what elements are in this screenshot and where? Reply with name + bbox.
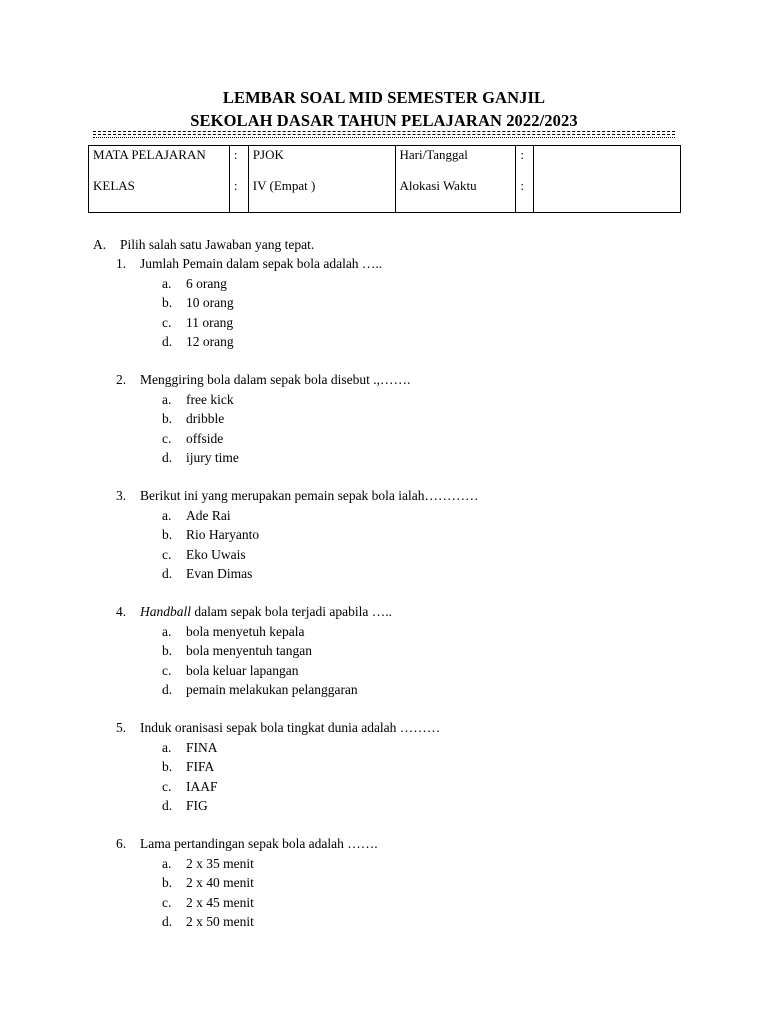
question-body: Berikut ini yang merupakan pemain sepak bola ialah…………	[140, 488, 479, 503]
info-sep: :	[233, 147, 238, 162]
info-value-cell-right	[534, 146, 681, 213]
title-line-2: SEKOLAH DASAR TAHUN PELAJARAN 2022/2023	[190, 111, 578, 130]
info-value-subject: PJOK	[252, 147, 284, 162]
question-text	[140, 372, 410, 388]
option-letter: d.	[162, 334, 173, 349]
info-label-subject: MATA PELAJARAN	[93, 147, 206, 162]
option-text: 2 x 45 menit	[186, 895, 254, 910]
info-sep-cell	[229, 146, 248, 213]
option-letter: b.	[162, 875, 173, 890]
info-label-time: Alokasi Waktu	[399, 178, 477, 193]
option-letter: b.	[162, 527, 173, 542]
question-text	[140, 720, 440, 736]
section-letter: A.	[93, 237, 107, 252]
info-sep: :	[520, 147, 524, 162]
info-table	[88, 145, 681, 213]
question-text	[140, 256, 382, 272]
section-instruction: Pilih salah satu Jawaban yang tepat.	[120, 237, 315, 252]
info-sep: :	[520, 178, 524, 193]
header-rule-middle	[93, 134, 675, 135]
option-text: Eko Uwais	[186, 547, 246, 562]
option-letter: c.	[162, 663, 172, 678]
option-letter: d.	[162, 450, 173, 465]
option-letter: c.	[162, 895, 172, 910]
option-text: 2 x 50 menit	[186, 914, 254, 929]
info-sep: :	[233, 178, 238, 193]
info-value-date	[538, 148, 676, 179]
info-label-cell	[89, 146, 230, 213]
question-body: Induk oranisasi sepak bola tingkat dunia adalah ………	[140, 720, 441, 735]
option-text: Ade Rai	[186, 508, 231, 523]
option-text: 2 x 35 menit	[186, 856, 254, 871]
option-text: 12 orang	[186, 334, 234, 349]
info-value-time	[538, 179, 676, 210]
option-text: bola menyetuh kepala	[186, 624, 305, 639]
option-letter: b.	[162, 295, 173, 310]
option-letter: c.	[162, 431, 172, 446]
question-number: 4.	[116, 604, 127, 619]
option-text: 11 orang	[186, 315, 234, 330]
option-letter: d.	[162, 566, 173, 581]
option-letter: c.	[162, 779, 172, 794]
option-text: 2 x 40 menit	[186, 875, 254, 890]
option-text: ijury time	[186, 450, 239, 465]
option-text: dribble	[186, 411, 225, 426]
option-text: bola menyentuh tangan	[186, 643, 312, 658]
option-letter: b.	[162, 759, 173, 774]
question-number: 6.	[116, 836, 127, 851]
title-line-1: LEMBAR SOAL MID SEMESTER GANJIL	[222, 88, 546, 107]
option-letter: a.	[162, 624, 172, 639]
info-sep-cell-right	[516, 146, 534, 213]
option-letter: d.	[162, 914, 173, 929]
question-text	[140, 836, 378, 852]
question-text	[140, 488, 479, 504]
option-letter: a.	[162, 740, 172, 755]
info-table-row	[89, 146, 681, 213]
info-label-class: KELAS	[93, 178, 135, 193]
option-letter: b.	[162, 411, 173, 426]
question-number: 5.	[116, 720, 127, 735]
option-text: FIG	[186, 798, 208, 813]
option-text: offside	[186, 431, 224, 446]
info-label-date: Hari/Tanggal	[399, 147, 468, 162]
question-number: 2.	[116, 372, 127, 387]
question-term-italic: Handball	[140, 604, 192, 619]
option-letter: b.	[162, 643, 173, 658]
option-letter: c.	[162, 315, 172, 330]
question-text	[140, 604, 392, 620]
option-text: bola keluar lapangan	[186, 663, 299, 678]
option-letter: a.	[162, 856, 172, 871]
option-text: free kick	[186, 392, 234, 407]
question-body: dalam sepak bola terjadi apabila …..	[191, 604, 392, 619]
option-text: pemain melakukan pelanggaran	[186, 682, 358, 697]
option-text: 6 orang	[186, 276, 227, 291]
option-letter: a.	[162, 508, 172, 523]
header-rule-top	[93, 131, 675, 132]
question-number: 3.	[116, 488, 127, 503]
option-letter: c.	[162, 547, 172, 562]
info-value-class: IV (Empat )	[252, 178, 316, 193]
option-text: FINA	[186, 740, 218, 755]
question-body: Lama pertandingan sepak bola adalah …….	[140, 836, 378, 851]
info-label-cell-right	[395, 146, 516, 213]
option-letter: d.	[162, 682, 173, 697]
info-value-cell	[248, 146, 395, 213]
option-text: Evan Dimas	[186, 566, 253, 581]
option-text: IAAF	[186, 779, 218, 794]
option-text: Rio Haryanto	[186, 527, 260, 542]
section-heading	[93, 237, 106, 253]
question-body: Jumlah Pemain dalam sepak bola adalah …..	[140, 256, 383, 271]
option-letter: a.	[162, 276, 172, 291]
question-body: Menggiring bola dalam sepak bola disebut .,…….	[140, 372, 411, 387]
option-text: 10 orang	[186, 295, 234, 310]
header-rule-bottom	[93, 137, 675, 138]
option-text: FIFA	[186, 759, 215, 774]
option-letter: d.	[162, 798, 173, 813]
question-number: 1.	[116, 256, 127, 271]
option-letter: a.	[162, 392, 172, 407]
